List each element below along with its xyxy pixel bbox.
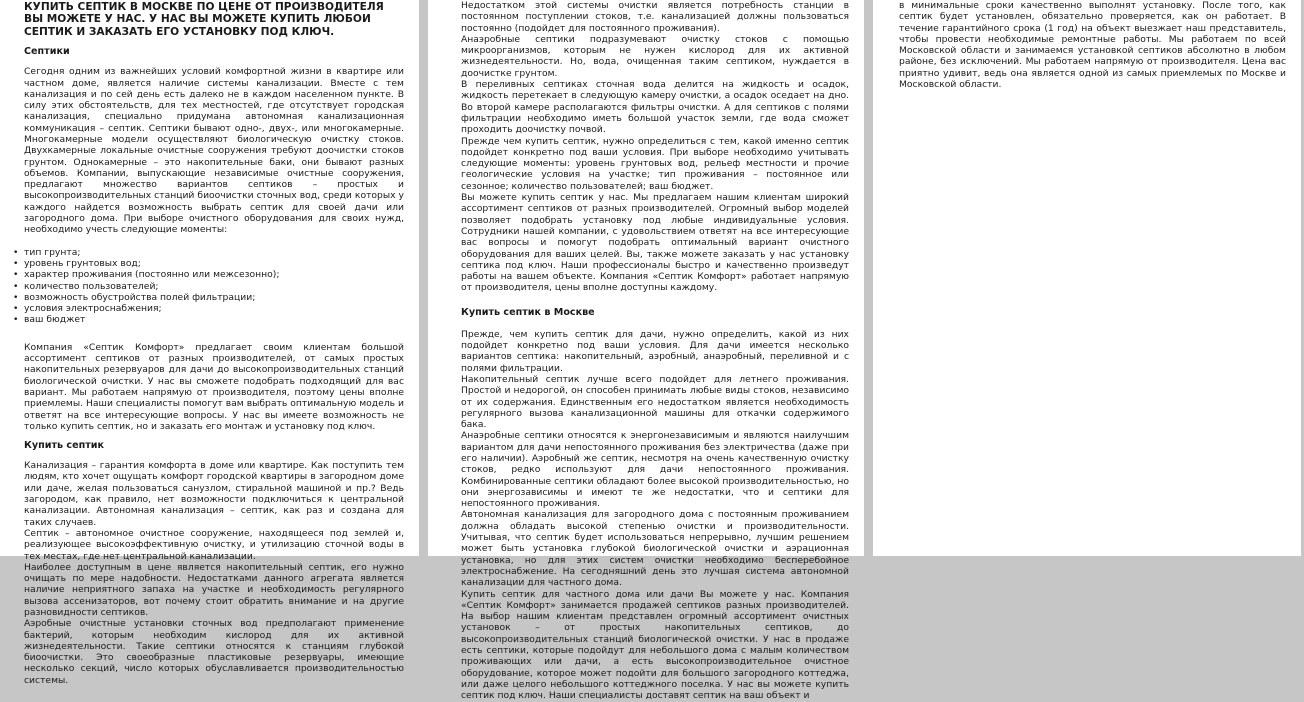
list-item: • характер проживания (постоянно или межсезонно);: [24, 269, 404, 280]
paragraph: Недостатком этой системы очистки является потребность станции в постоянном поступлении стоков, т.е. канализацией должны пользоваться постоянно (подойдет для постоянного проживания).: [461, 0, 849, 34]
heading-kupit-septik: Купить септик: [24, 440, 105, 452]
paragraph: Анаэробные септики относятся к энергонезависимым и являются наилучшим вариантом для дачи непостоянного проживания без электричества (даже при его наличии). Аэробный же септик, несмотря на очень качественную очистку стоков, редко используют для дачи непостоянного проживания. Комбинированные септики обладают более высокой производительностью, но они энергозависимы и имеют те же недостатки, что и септики для непостоянного проживания.: [461, 430, 849, 510]
heading-kupit-v-moskve: Купить септик в Москве: [461, 306, 595, 318]
list-item: • количество пользователей;: [24, 281, 404, 292]
list-item: • уровень грунтовых вод;: [24, 258, 404, 269]
paragraph: Накопительный септик лучше всего подойдет для летнего проживания. Простой и недорогой, он способен принимать любые виды стоков, независимо от их содержания. Единственным его недостатком является необходимость регулярного вызова канализационной машины для откачки содержимого бака.: [461, 373, 849, 431]
paragraph: Компания «Септик Комфорт» предлагает своим клиентам большой ассортимент септиков от разных производителей, от самых простых накопительных резервуаров для дачи до высокопроизводительных станций биологической очистки. У нас вы сможете подобрать подходящий для вас вариант. Мы работаем напрямую от производителя, поэтому цены вполне приемлемы. Наши специалисты помогут вам выбрать оптимальную модель и ответят на все интересующие вопросы. У нас вы имеете возможность не только купить септик, но и заказать его монтаж и установку под ключ.: [24, 341, 404, 432]
heading-septiki: Септики: [24, 46, 70, 58]
list-item: • тип грунта;: [24, 247, 404, 258]
list-item: • условия электроснабжения;: [24, 303, 404, 314]
paragraph: Автономная канализация для загородного дома с постоянным проживанием должна обладать высокой степенью очистки и производительности. Учитывая, что септик будет использоваться непрерывно, лучшим решением может быть установка глубокой биологической очистки и аэрационная установка, но для этих систем очистки необходимо бесперебойное электроснабжение. На сегодняшний день это лучшая система автономной канализации для частного дома.: [461, 509, 849, 589]
paragraph: Вы можете купить септик у нас. Мы предлагаем нашим клиентам широкий ассортимент септиков от разных производителей. Огромный выбор моделей позволяет подобрать установку под любые индивидуальные условия. Сотрудники нашей компании, с удовольствием ответят на все интересующие вас вопросы и помогут подобрать оптимальный вариант очистного оборудования для ваших целей. Вы, также можете заказать у нас установку септика под ключ. Наши профессионалы быстро и качественно произведут работы на вашем объекте. Компания «Септик Комфорт» работает напрямую от производителя, цены вполне доступны каждому.: [461, 192, 849, 294]
paragraph: Сегодня одним из важнейших условий комфортной жизни в квартире или частном доме, является наличие системы канализации. Вместе с тем канализация и по сей день есть далеко не в каждом населенном пункте. В силу этих обстоятельств, для тех местностей, где отсутствует городская канализация, специально придумана автономная канализационная коммуникация – септик. Септики бывают одно-, двух-, или многокамерные. Многокамерные модели осуществляют биологическую очистку стоков. Двухкамерные локальные очистные сооружения требуют доочистки стоков грунтом. Однокамерные – это накопительные баки, они бывают разных объемов. Компании, выпускающие независимые очистные сооружения, предлагают множество вариантов септиков – простых и высокопроизводительных станций биоочистки сточных вод, среди которых у каждого найдется возможность выбрать септик для своей дачи или загородного дома. При выборе очистного оборудования для своих нужд, необходимо учесть следующие моменты:: [24, 66, 404, 236]
list-item: • возможность обустройства полей фильтрации;: [24, 292, 404, 303]
paragraph: Купить септик для частного дома или дачи Вы можете у нас. Компания «Септик Комфорт» занимается продажей септиков разных производителей. На выбор нашим клиентам представлен огромный ассортимент очистных установок – от простых накопительных септиков, до высокопроизводительных станций биологической очистки. У нас в продаже есть септики, которые подойдут для небольшого дома с малым количеством проживающих или дачи, а есть высокопроизводительное очистное оборудование, которое может подойти для большого загородного коттеджа, или даже целого небольшого коттеджного поселка. У нас вы можете купить септик под ключ. Наши специалисты доставят септик на ваш объект и: [461, 588, 849, 702]
page-title: КУПИТЬ СЕПТИК В МОСКВЕ ПО ЦЕНЕ ОТ ПРОИЗВОДИТЕЛЯ ВЫ МОЖЕТЕ У НАС. У НАС ВЫ МОЖЕТЕ КУПИТЬ ЛЮБОИ СЕПТИК И ЗАКАЗАТЬ ЕГО УСТАНОВКУ ПОД КЛЮЧ.: [24, 1, 384, 38]
list-item: • ваш бюджет: [24, 314, 404, 325]
paragraph: Наиболее доступным в цене является накопительный септик, его нужно очищать по мере надобности. Недостатками данного агрегата является наличие неприятного запаха на участке и необходимость регулярного вызова ассенизаторов, вот почему стоит обратить внимание и на другие разновидности септиков.: [24, 561, 404, 618]
document-page-2: [428, 0, 864, 702]
requirements-list: [24, 247, 404, 326]
document-page-1: [0, 0, 419, 686]
paragraph: Прежде, чем купить септик для дачи, нужно определить, какой из них подойдет конкретно под ваши условия. Для дачи имеется несколько вариантов септика: накопительный, аэробный, анаэробный, переливной и с полями фильтрации.: [461, 328, 849, 374]
paragraph: в минимальные сроки качественно выполнят установку. После того, как септик будет установлен, обязательно проверяется, как он работает. В течение гарантийного срока (1 год) на объект выезжает наш представитель, чтобы провести необходимые ремонтные работы. Мы работаем по всей Московской области и занимаемся установкой септиков абсолютно в любом районе, без исключений. Мы работаем напрямую от производителя. Цена вас приятно удивит, ведь она является одной из самых приемлемых по Москве и Московской области.: [899, 0, 1286, 91]
paragraph: Септик – автономное очистное сооружение, находящееся под землей и, реализующее высокоэффективную очистку, и утилизацию сточной воды в тех местах, где нет центральной канализации.: [24, 527, 404, 562]
paragraph: Анаэробные септики подразумевают очистку стоков с помощью микроорганизмов, которым не нужен кислород для их активной жизнедеятельности. Но, вода, очищенная таким септиком, нуждается в доочистке грунтом.: [461, 33, 849, 79]
paragraph: В переливных септиках сточная вода делится на жидкость и осадок, жидкость перетекает в следующую камеру очистки, а осадок оседает на дно. Во второй камере располагаются фильтры очистки. А для септиков с полями фильтрации необходимо иметь большой участок земли, где вода сможет проходить доочистку почвой.: [461, 79, 849, 136]
paragraph: Прежде чем купить септик, нужно определиться с тем, какой именно септик подойдет конкретно под ваши условия. При выборе необходимо учитывать следующие моменты: уровень грунтовых вод, рельеф местности и прочие геологические условия на участке; тип проживания – постоянное или сезонное; количество пользователей; ваш бюджет.: [461, 135, 849, 192]
paragraph: Канализация – гарантия комфорта в доме или квартире. Как поступить тем людям, кто хочет ощущать комфорт городской квартиры в загородном доме или даче, желая пользоваться санузлом, стиральной машиной и пр.? Ведь загородом, как правило, нет возможности подключиться к центральной канализации. Автономная канализация – септик, как раз и создана для таких случаев.: [24, 460, 404, 528]
paragraph: Аэробные очистные установки сточных вод предполагают применение бактерий, которым необходим кислород для их активной жизнедеятельности. Такие септики относятся к станциям глубокой биоочистки. Это своеобразные пластиковые резервуары, имеющие несколько секций, число которых обуславливается производительностью системы.: [24, 618, 404, 686]
document-page-3: [873, 0, 1301, 556]
